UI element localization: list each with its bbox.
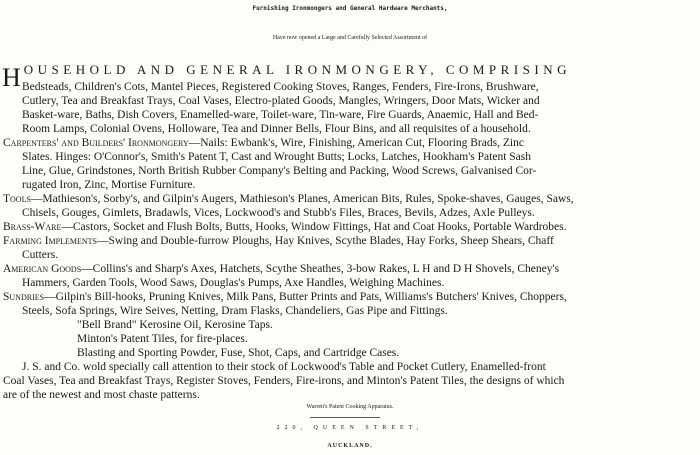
tools-label: Tools: [3, 193, 31, 205]
sundries-line: "Bell Brand" Kerosine Oil, Kerosine Taps.: [77, 319, 273, 331]
sundries-text: —Gilpin's Bill-hooks, Pruning Knives, Milk Pans, Butter Prints and Pats, Williams's Butchers' Knives, Choppers,: [44, 291, 567, 303]
intro-line: Have now opened a Large and Carefully Selected Assortment of: [272, 35, 428, 41]
divider-rule: [310, 417, 380, 418]
sundries-line: Blasting and Sporting Powder, Fuse, Shot, Caps, and Cartridge Cases.: [77, 347, 400, 359]
household-line: Room Lamps, Colonial Ovens, Holloware, Tea and Dinner Bells, Flour Bins, and all requisites of a household.: [22, 123, 531, 135]
farming-label: Farming Implements: [3, 235, 97, 247]
sundries-line: Minton's Patent Tiles, for fire-places.: [77, 333, 248, 345]
carpenters-line: Line, Glue, Grindstones, North British Rubber Company's Belting and Packing, Wood Screws, Galvanised Cor-: [22, 165, 537, 177]
farming-line: Cutters.: [22, 249, 59, 261]
brass-label: Brass-Ware: [3, 221, 62, 233]
household-line: Bedsteads, Children's Cots, Mantel Pieces, Registered Cooking Stoves, Ranges, Fenders, Fire-Irons, Brushware,: [22, 81, 539, 93]
carpenters-line: Slates. Hinges: O'Connor's, Smith's Patent T, Cast and Wrought Butts; Locks, Latches, Hookham's Patent Sash: [22, 151, 532, 163]
tools-text: —Mathieson's, Sorby's, and Gilpin's Augers, Mathieson's Planes, American Bits, Rules, Spoke-shaves, Gauges, Saws,: [30, 193, 574, 205]
american-text: —Collins's and Sharp's Axes, Hatchets, Scythe Sheathes, 3-bow Rakes, L H and D H Shovels, Cheney's: [81, 263, 560, 275]
farming-line: [3, 236, 554, 248]
sundries-line: [3, 292, 567, 304]
sundries-label: Sundries: [3, 291, 45, 303]
headline: Furnishing Ironmongers and General Hardware Merchants,: [252, 5, 448, 12]
carpenters-line: [3, 138, 524, 150]
farming-text: —Swing and Double-furrow Ploughs, Hay Knives, Scythe Blades, Hay Forks, Sheep Shears, Chaff: [97, 235, 554, 247]
street-address: 220, QUEEN STREET,: [276, 425, 424, 431]
american-label: American Goods: [3, 263, 82, 275]
household-line: Basket-ware, Baths, Dish Covers, Enamelled-ware, Toilet-ware, Tin-ware, Fire Guards, Anaemic, Hall and Bed-: [22, 109, 539, 121]
brass-text: —Castors, Socket and Flush Bolts, Butts, Hooks, Window Fittings, Hat and Coat Hooks, Portable Wardrobes.: [61, 221, 567, 233]
household-line: Cutlery, Tea and Breakfast Trays, Coal Vases, Electro-plated Goods, Mangles, Wringers, Door Mats, Wicker and: [22, 95, 540, 107]
sundries-line: Steels, Sofa Springs, Wire Seives, Netting, Dram Flasks, Chandeliers, Gas Pipe and Fittings.: [22, 305, 448, 317]
closing-line: J. S. and Co. wold specially call attention to their stock of Lockwood's Table and Pocket Cutlery, Enamelled-front: [22, 361, 546, 373]
brass-line: [3, 222, 567, 234]
american-line: Hammers, Garden Tools, Wood Saws, Douglas's Pumps, Axe Handles, Weighing Machines.: [22, 277, 445, 289]
closing-line: are of the newest and most chaste patterns.: [3, 389, 200, 401]
drop-cap: H: [2, 63, 24, 92]
closing-line: Warren's Patent Cooking Apparatus.: [306, 404, 394, 410]
closing-line: Coal Vases, Tea and Breakfast Trays, Register Stoves, Fenders, Fire-irons, and Minton's Patent Tiles, the designs of which: [3, 375, 565, 387]
tools-line: Chisels, Gouges, Gimlets, Bradawls, Vices, Lockwood's and Stubb's Files, Braces, Bevils, Adzes, Axle Pulleys.: [22, 207, 535, 219]
banner-text: OUSEHOLD AND GENERAL IRONMONGERY, COMPRISING: [23, 62, 571, 77]
carpenters-label: Carpenters' and Builders' Ironmongery: [3, 137, 189, 149]
american-line: [3, 264, 559, 276]
carpenters-line: rugated Iron, Zinc, Mortise Furniture.: [22, 179, 196, 191]
carpenters-text: —Nails: Ewbank's, Wire, Finishing, American Cut, Flooring Brads, Zinc: [188, 137, 524, 149]
tools-line: [3, 194, 574, 206]
town-name: AUCKLAND.: [327, 443, 373, 449]
